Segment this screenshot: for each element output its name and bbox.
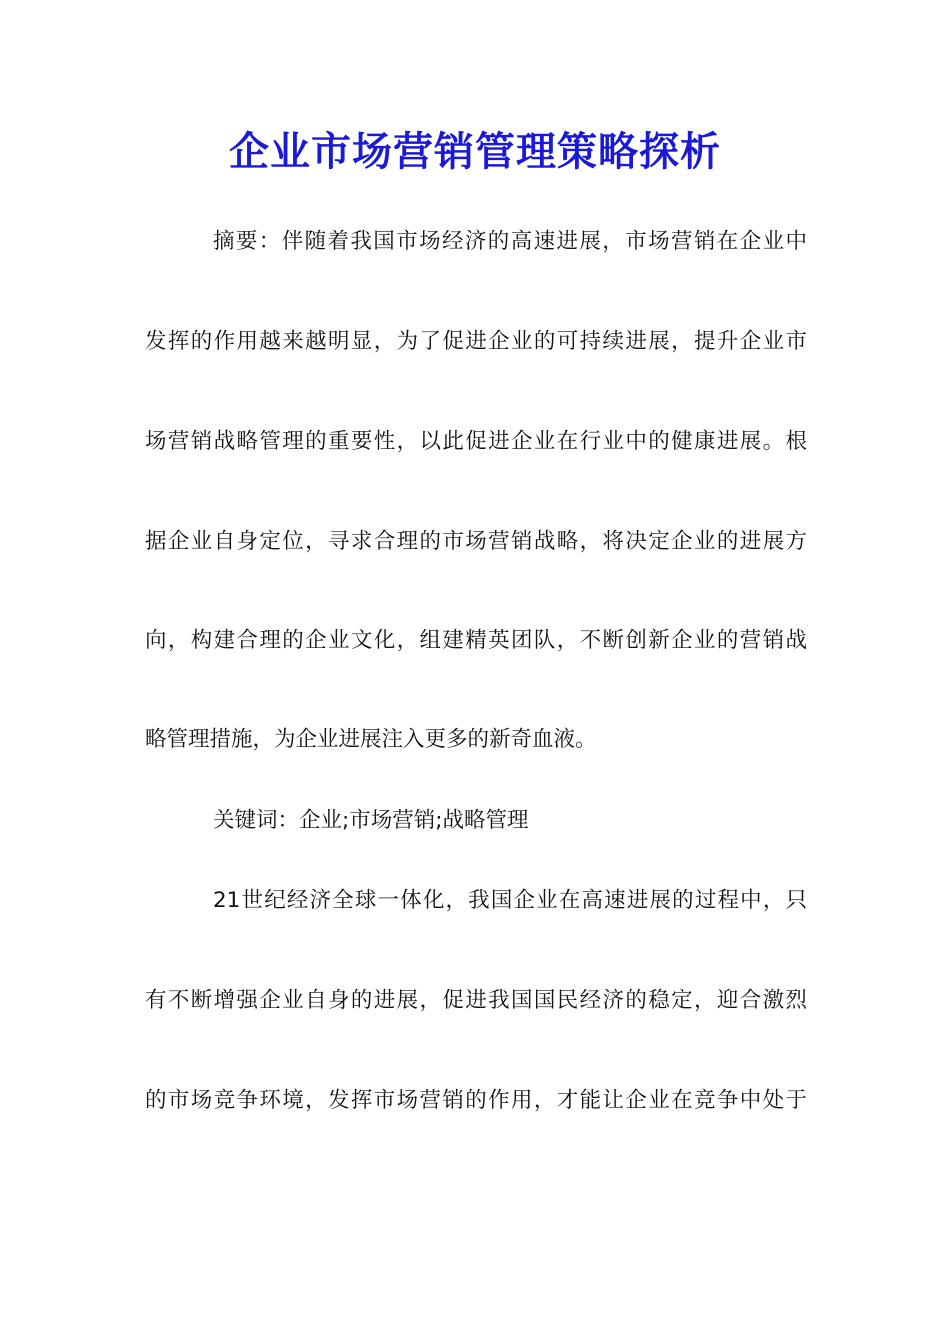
abstract-line-4: 据企业自身定位，寻求合理的市场营销战略，将决定企业的进展方 [145, 529, 807, 554]
abstract-line-2: 发挥的作用越来越明显，为了促进企业的可持续进展，提升企业市 [145, 329, 807, 354]
document-title: 企业市场营销管理策略探析 [229, 128, 721, 175]
body-line-2: 有不断增强企业自身的进展，促进我国国民经济的稳定，迎合激烈 [145, 988, 807, 1013]
abstract-line-1: 摘要：伴随着我国市场经济的高速进展，市场营销在企业中 [213, 229, 807, 254]
body-line-3: 的市场竞争环境，发挥市场营销的作用，才能让企业在竞争中处于 [145, 1088, 807, 1113]
abstract-line-6: 略管理措施，为企业进展注入更多的新奇血液。 [145, 727, 597, 752]
keywords-line: 关键词：企业;市场营销;战略管理 [213, 808, 529, 833]
abstract-line-3: 场营销战略管理的重要性，以此促进企业在行业中的健康进展。根 [145, 429, 807, 454]
abstract-line-5: 向，构建合理的企业文化，组建精英团队，不断创新企业的营销战 [145, 628, 807, 653]
body-line-1: 21世纪经济全球一体化，我国企业在高速进展的过程中，只 [213, 888, 807, 913]
